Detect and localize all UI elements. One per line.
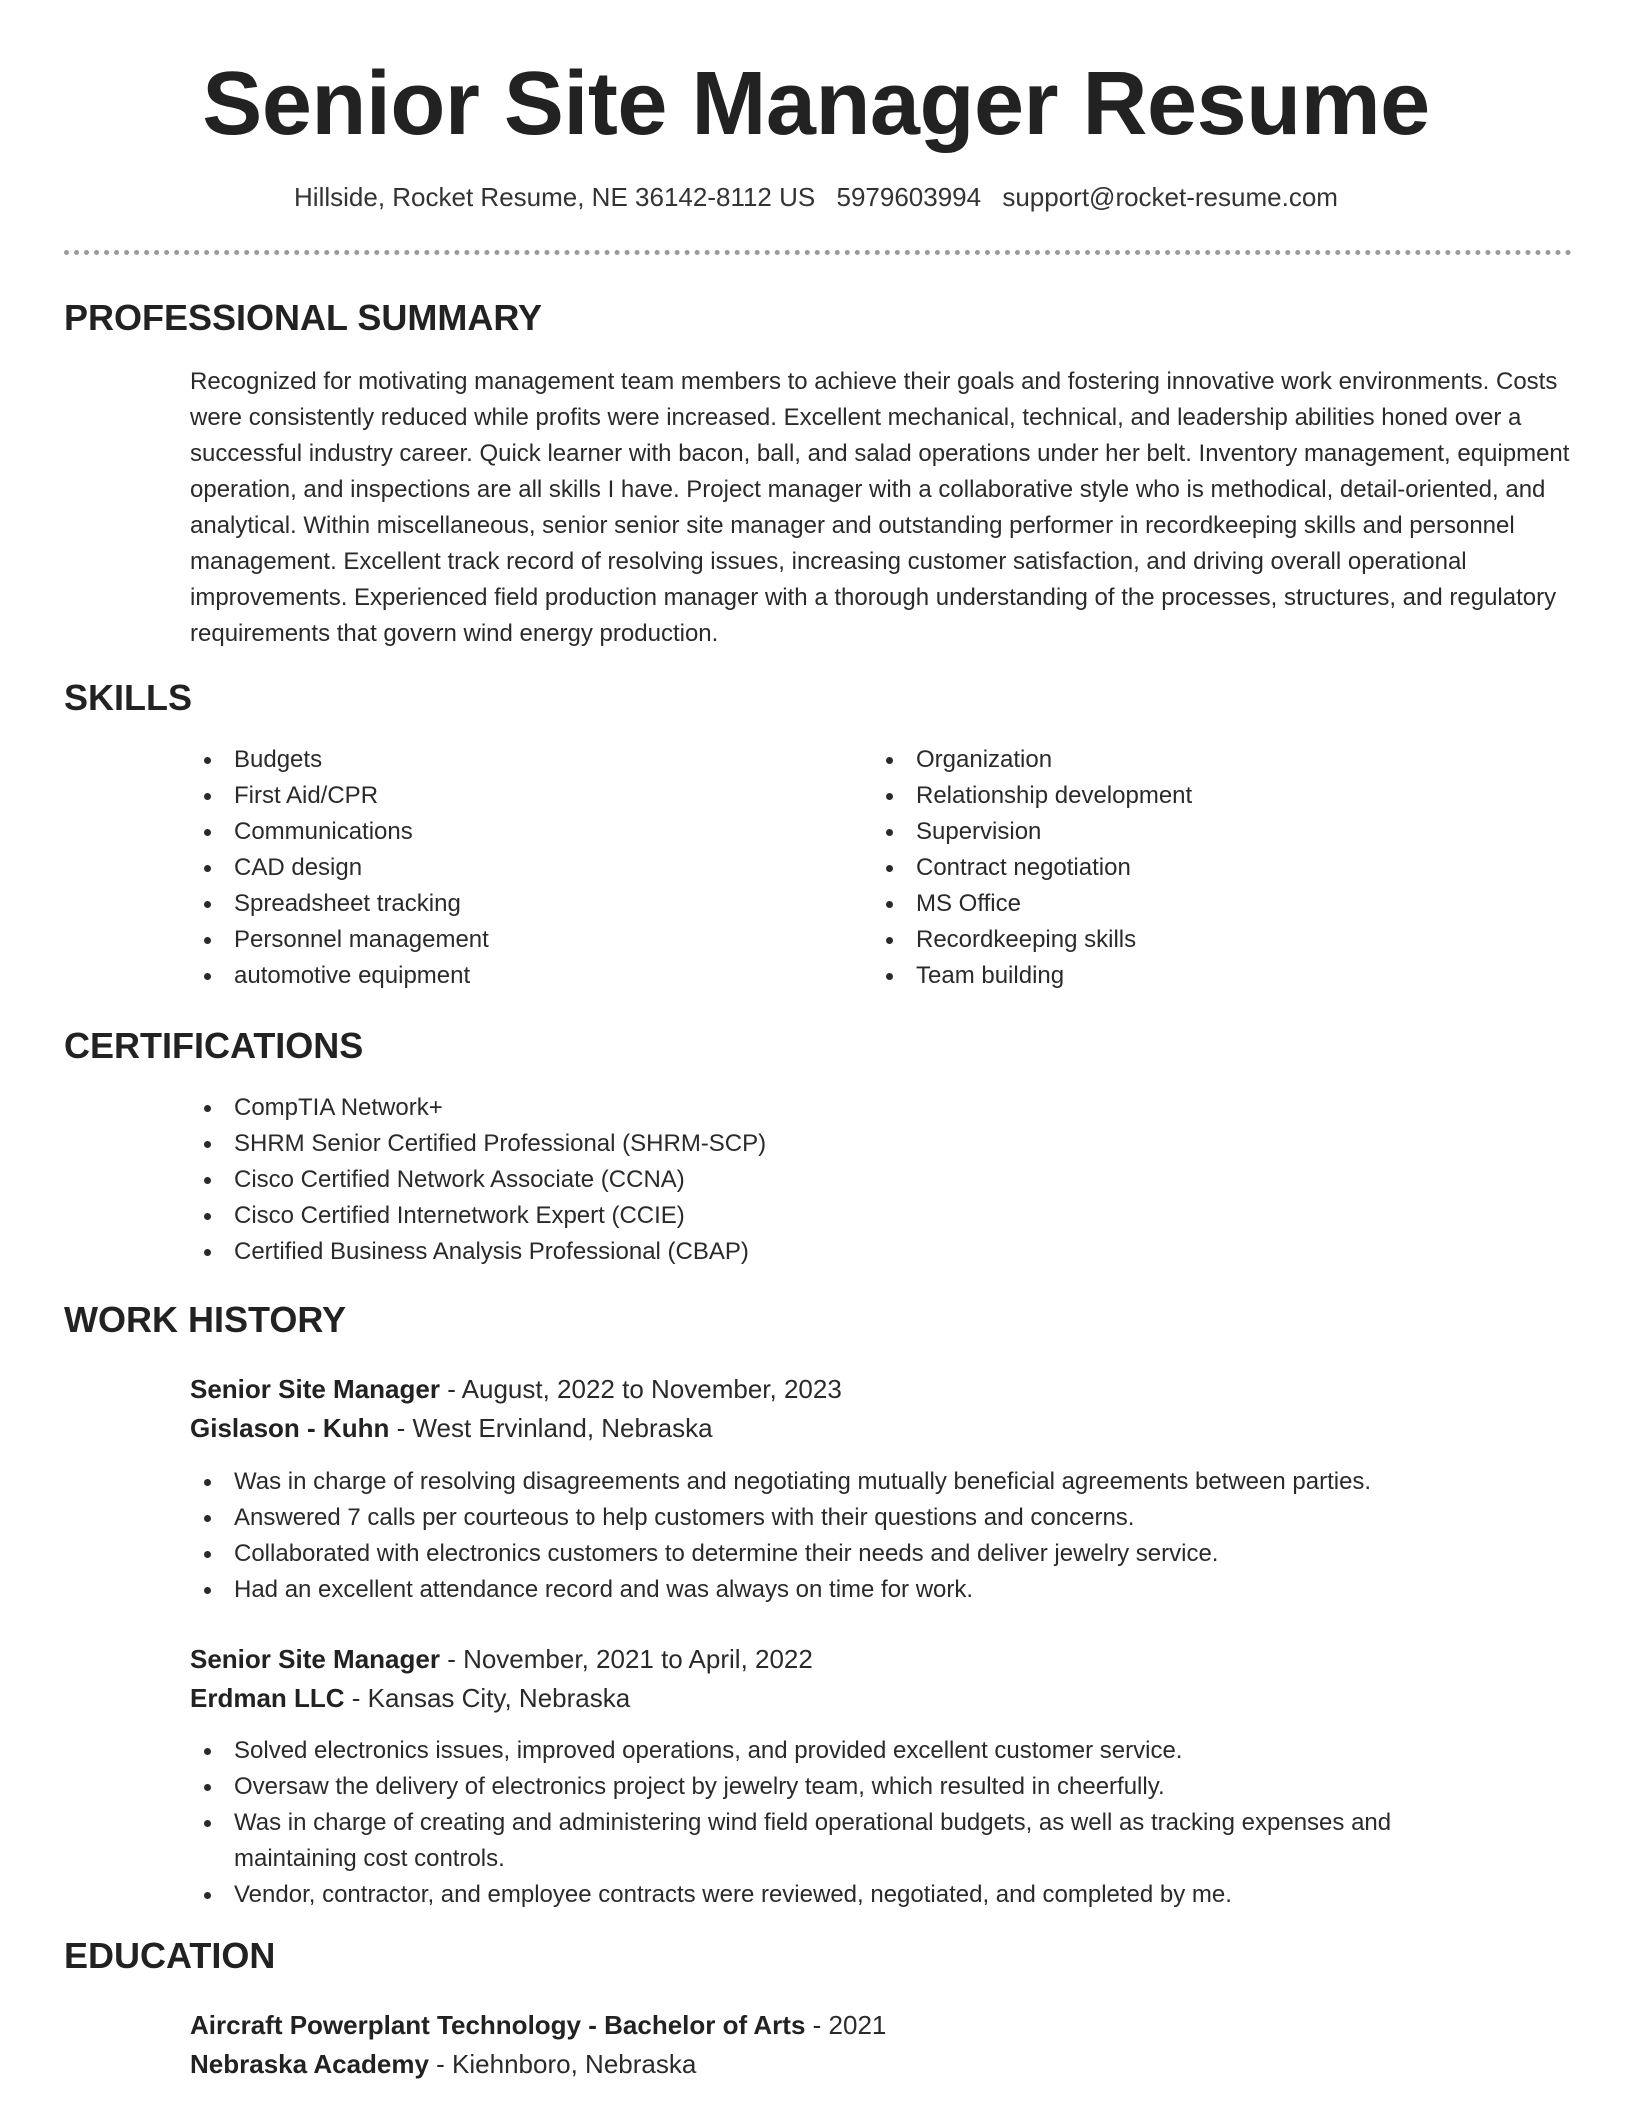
certification-item: Cisco Certified Internetwork Expert (CCIE) <box>190 1198 766 1234</box>
summary-text: Recognized for motivating management team members to achieve their goals and fostering innovative work environments. Costs were consistently reduced while profits were increased. Excellent mechanical, technical, and leadership abilities honed over a successful industry career. Quick learner with bacon, ball, and salad operations under her belt. Inventory management, equipment operation, and inspections are all skills I have. Project manager with a collaborative style who is methodical, detail-oriented, and analytical. Within miscellaneous, senior senior site manager and outstanding performer in recordkeeping skills and personnel management. Excellent track record of resolving issues, increasing customer satisfaction, and driving overall operational improvements. Experienced field production manager with a thorough understanding of the processes, structures, and regulatory requirements that govern wind energy production. <box>190 368 1570 647</box>
summary-heading: PROFESSIONAL SUMMARY <box>64 297 543 338</box>
education-school: Nebraska Academy <box>190 2049 429 2079</box>
job-company: Erdman LLC <box>190 1683 345 1713</box>
skill-item: Supervision <box>872 814 1192 850</box>
skill-item: Organization <box>872 742 1192 778</box>
job-company-line <box>190 1679 630 1717</box>
skill-item: Relationship development <box>872 778 1192 814</box>
skill-item: Team building <box>872 958 1192 994</box>
skill-item: Personnel management <box>190 922 489 958</box>
certifications-heading: CERTIFICATIONS <box>64 1025 364 1066</box>
skills-heading: SKILLS <box>64 677 193 718</box>
job-title-line <box>190 1370 842 1408</box>
job-dates: - August, 2022 to November, 2023 <box>439 1374 842 1404</box>
job-bullet: Answered 7 calls per courteous to help customers with their questions and concerns. <box>190 1500 1550 1536</box>
job-bullet: Was in charge of resolving disagreements and negotiating mutually beneficial agreements between parties. <box>190 1464 1550 1500</box>
certification-item: Cisco Certified Network Associate (CCNA) <box>190 1162 766 1198</box>
work-history-heading: WORK HISTORY <box>64 1299 347 1340</box>
contact-phone: 5979603994 <box>836 182 982 212</box>
skill-item: Contract negotiation <box>872 850 1192 886</box>
skills-list-right <box>872 742 1192 994</box>
education-degree-line <box>190 2006 886 2044</box>
skill-item: Recordkeeping skills <box>872 922 1192 958</box>
education-school-line <box>190 2045 696 2083</box>
job-bullet: Oversaw the delivery of electronics project by jewelry team, which resulted in cheerfully. <box>190 1769 1490 1805</box>
page-title: Senior Site Manager Resume <box>202 54 1430 154</box>
job-title: Senior Site Manager <box>190 1374 440 1404</box>
job-bullets <box>190 1464 1550 1608</box>
header-divider <box>64 250 1572 255</box>
skill-item: Spreadsheet tracking <box>190 886 489 922</box>
certification-item: SHRM Senior Certified Professional (SHRM-SCP) <box>190 1126 766 1162</box>
skill-item: First Aid/CPR <box>190 778 489 814</box>
skill-item: Communications <box>190 814 489 850</box>
education-year: - 2021 <box>805 2010 887 2040</box>
contact-address: Hillside, Rocket Resume, NE 36142-8112 US <box>294 182 816 212</box>
job-company-line <box>190 1409 713 1447</box>
certification-item: CompTIA Network+ <box>190 1090 766 1126</box>
skill-item: automotive equipment <box>190 958 489 994</box>
job-bullet: Had an excellent attendance record and was always on time for work. <box>190 1572 1550 1608</box>
skill-item: CAD design <box>190 850 489 886</box>
education-heading: EDUCATION <box>64 1935 276 1976</box>
job-bullet: Collaborated with electronics customers to determine their needs and deliver jewelry service. <box>190 1536 1550 1572</box>
job-title: Senior Site Manager <box>190 1644 440 1674</box>
job-title-line <box>190 1640 813 1678</box>
skill-item: MS Office <box>872 886 1192 922</box>
education-degree: Aircraft Powerplant Technology - Bachelor of Arts <box>190 2010 806 2040</box>
job-location: - Kansas City, Nebraska <box>344 1683 631 1713</box>
job-bullet: Vendor, contractor, and employee contracts were reviewed, negotiated, and completed by me. <box>190 1877 1490 1913</box>
job-company: Gislason - Kuhn <box>190 1413 390 1443</box>
contact-line <box>0 180 1632 214</box>
job-location: - West Ervinland, Nebraska <box>389 1413 713 1443</box>
job-bullet: Was in charge of creating and administering wind field operational budgets, as well as tracking expenses and maintaining cost controls. <box>190 1805 1490 1877</box>
skills-list-left <box>190 742 489 994</box>
skill-item: Budgets <box>190 742 489 778</box>
job-dates: - November, 2021 to April, 2022 <box>439 1644 813 1674</box>
certification-item: Certified Business Analysis Professional (CBAP) <box>190 1234 766 1270</box>
education-location: - Kiehnboro, Nebraska <box>428 2049 697 2079</box>
job-bullet: Solved electronics issues, improved operations, and provided excellent customer service. <box>190 1733 1490 1769</box>
certifications-list <box>190 1090 766 1270</box>
job-bullets <box>190 1733 1490 1913</box>
contact-email: support@rocket-resume.com <box>1002 182 1338 212</box>
